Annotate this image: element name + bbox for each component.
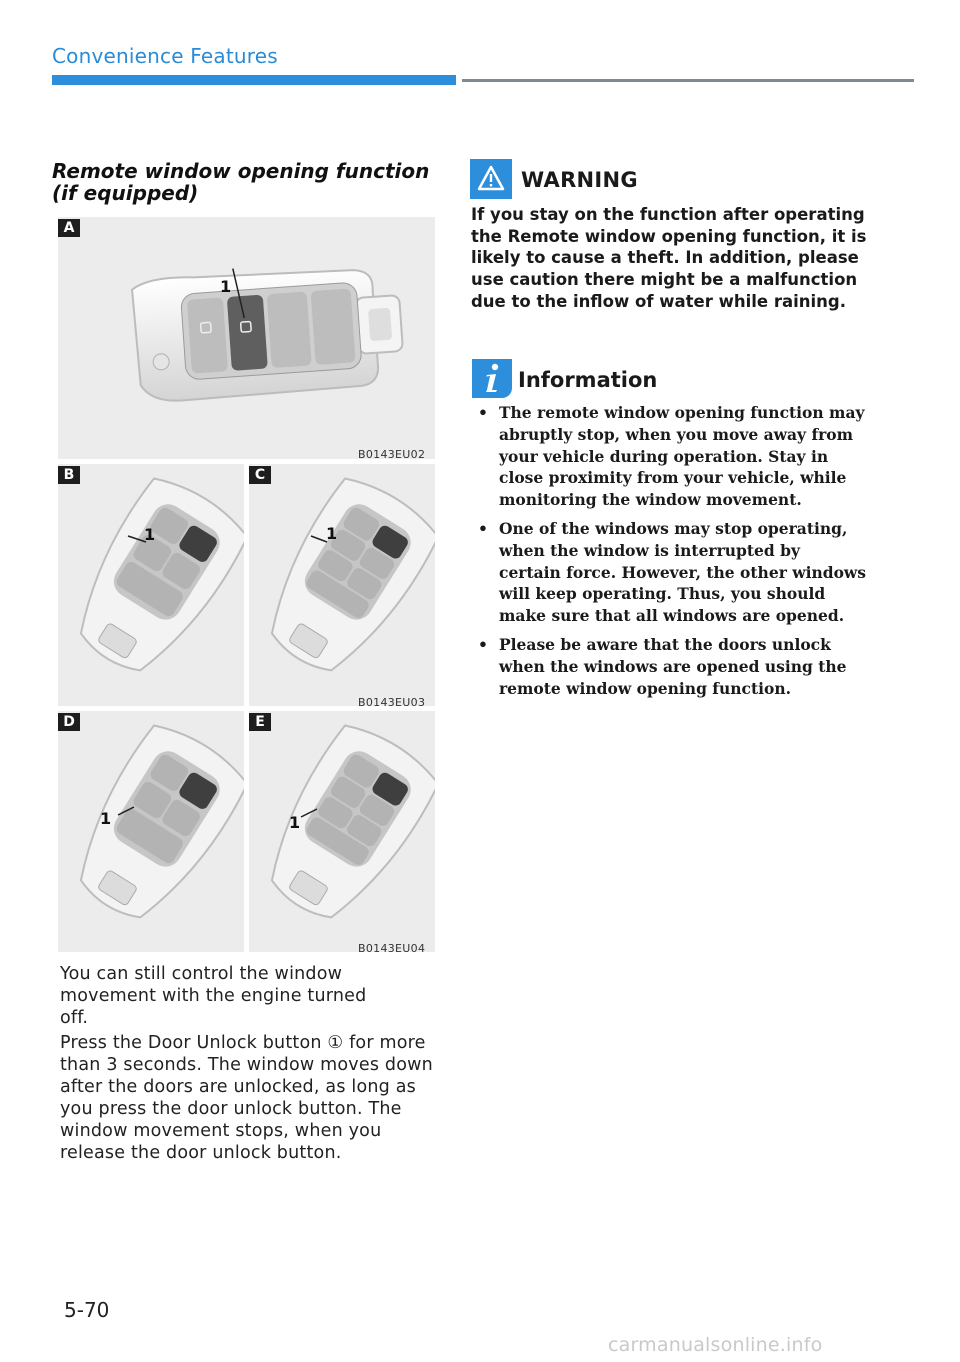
- body-paragraph: You can still control the window movement with the engine turned off.: [60, 964, 367, 1028]
- callout-marker: 1: [144, 525, 156, 544]
- list-item-text: Please be aware that the doors unlock when the windows are opened using the remote window opening function.: [499, 634, 847, 698]
- figure-letter-b: B: [58, 466, 80, 484]
- figure-b: [58, 464, 244, 706]
- section-title: Remote window opening function (if equipped): [52, 159, 430, 205]
- smart-key-illustration: [249, 464, 435, 706]
- bullet-icon: •: [478, 518, 488, 538]
- figure-letter-d: D: [58, 713, 80, 731]
- chapter-title: Convenience Features: [52, 44, 278, 68]
- smart-key-illustration: [58, 711, 244, 952]
- warning-triangle-icon: [470, 159, 512, 199]
- list-item: [476, 518, 866, 627]
- information-title: Information: [518, 368, 658, 392]
- figure-code: B0143EU02: [358, 448, 426, 461]
- figure-code: B0143EU03: [358, 696, 426, 709]
- figure-d: [58, 711, 244, 952]
- flip-key-illustration: [58, 217, 435, 459]
- warning-title: WARNING: [521, 168, 638, 192]
- callout-marker: 1: [289, 813, 301, 832]
- figure-code: B0143EU04: [358, 942, 426, 955]
- body-paragraph: Press the Door Unlock button ① for more than 3 seconds. The window moves down after the doors are unlocked, as long as you press the door unlock button. The window movement stops, when you release the door unlock button.: [60, 1033, 433, 1163]
- figure-c: [249, 464, 435, 706]
- info-icon: [472, 359, 512, 398]
- bullet-icon: •: [478, 403, 488, 422]
- callout-marker: 1: [326, 524, 338, 543]
- header-accent-bar: [52, 75, 456, 85]
- smart-key-illustration: [58, 464, 244, 706]
- list-item: [476, 402, 866, 511]
- callout-marker: 1: [220, 277, 232, 296]
- page-number: 5-70: [64, 1298, 110, 1322]
- header-rule: [462, 79, 914, 82]
- figure-letter-c: C: [249, 466, 271, 484]
- watermark: carmanualsonline.info: [608, 1334, 823, 1356]
- callout-marker: 1: [100, 809, 112, 828]
- figure-letter-a: A: [58, 219, 80, 237]
- warning-text: If you stay on the function after operating the Remote window opening function, it is likely to cause a theft. In addition, please use caution there might be a malfunction due to the inflow of water while raining.: [471, 205, 867, 311]
- information-list: [476, 402, 866, 706]
- figure-a: [58, 217, 435, 459]
- figure-letter-e: E: [249, 713, 271, 731]
- smart-key-illustration: [249, 711, 435, 952]
- list-item-text: One of the windows may stop operating, when the window is interrupted by certain force. However, the other windows will keep operating. Thus, you should make sure that all windows are opened.: [499, 518, 866, 626]
- bullet-icon: •: [478, 634, 488, 654]
- list-item: [476, 634, 866, 699]
- list-item-text: The remote window opening function may abruptly stop, when you move away from your vehicle during operation. Stay in close proximity from your vehicle, while monitoring the window movement.: [499, 403, 865, 510]
- figure-e: [249, 711, 435, 952]
